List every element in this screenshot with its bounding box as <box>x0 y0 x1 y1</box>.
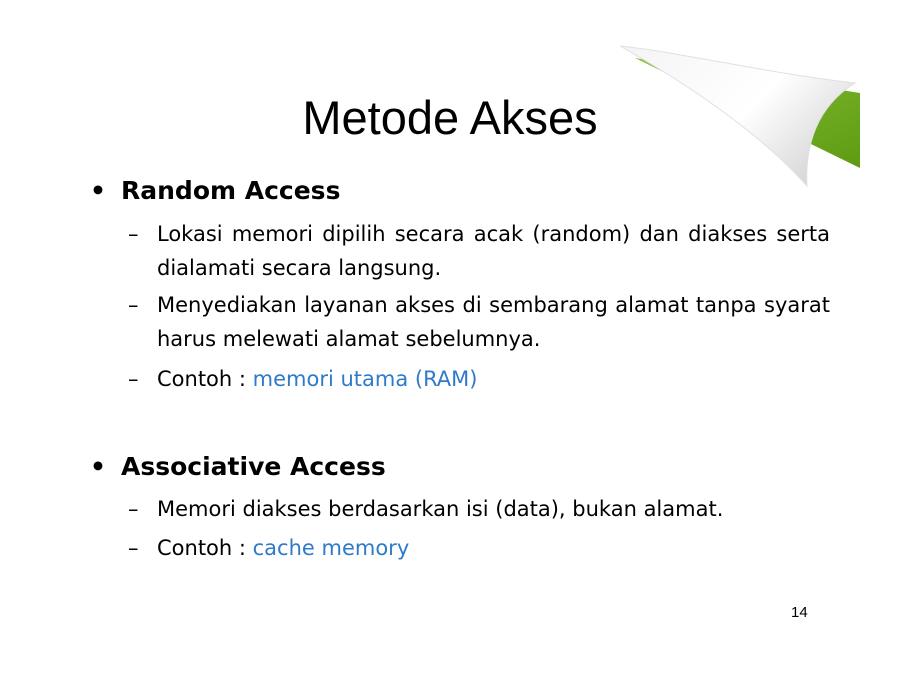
example-prefix: Contoh : <box>157 367 253 391</box>
sub-item-text: Menyediakan layanan akses di sembarang alamat tanpa syarat harus melewati alamat sebelumnya. <box>157 293 830 351</box>
dash-marker: – <box>128 497 139 521</box>
dash-marker: – <box>128 293 139 317</box>
example-highlight: cache memory <box>252 536 410 560</box>
sub-item-text: Lokasi memori dipilih secara acak (random) dan diakses serta dialamati secara langsung. <box>157 222 830 280</box>
example-prefix: Contoh : <box>157 536 253 560</box>
sub-item <box>128 217 830 285</box>
sub-item <box>128 492 830 526</box>
sub-item <box>128 531 830 565</box>
slide-title: Metode Akses <box>302 91 598 144</box>
bullet-heading: Random Access <box>121 176 341 205</box>
bullet-dot: • <box>90 452 106 481</box>
example-highlight: memori utama (RAM) <box>252 367 478 391</box>
dash-marker: – <box>128 367 139 391</box>
bullet-dot: • <box>90 176 106 205</box>
dash-marker: – <box>128 222 139 246</box>
bullet-heading: Associative Access <box>121 452 386 481</box>
sub-item <box>128 362 830 396</box>
bullet-associative-access <box>90 450 386 484</box>
sub-item <box>128 288 830 356</box>
bullet-random-access <box>90 174 340 208</box>
dash-marker: – <box>128 536 139 560</box>
sub-item-text: Memori diakses berdasarkan isi (data), bukan alamat. <box>157 497 724 521</box>
page-number: 14 <box>791 604 808 621</box>
